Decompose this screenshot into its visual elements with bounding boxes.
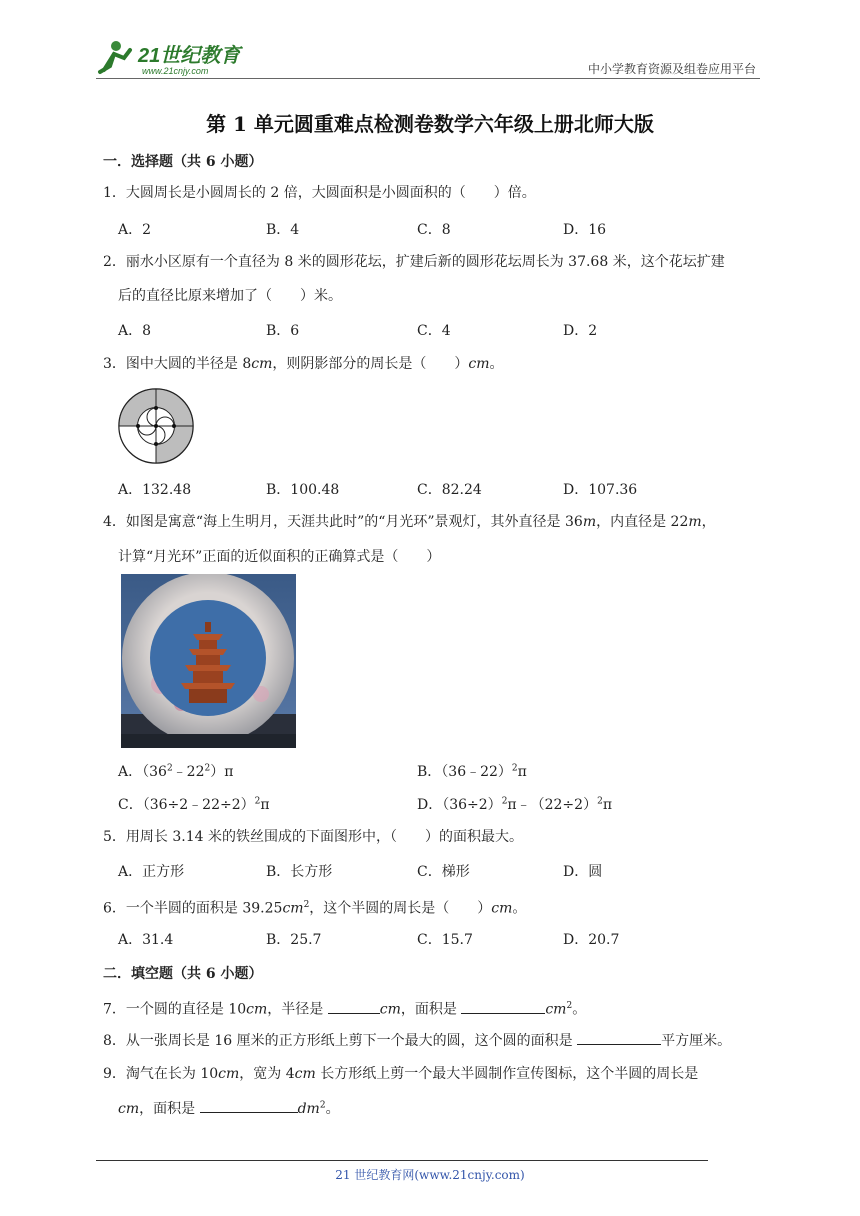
q4-option-c: C．（36÷2﹣22÷2）$^2$π — [118, 796, 270, 813]
q5-option-d: D．圆 — [563, 864, 603, 880]
q4-option-d: D．$(36\div 2)^2\pi﹣(22\div 2)^2\pi$ — [417, 796, 613, 813]
q1-option-d: D．16 — [563, 222, 607, 238]
q1-option-a: A．2 — [118, 222, 152, 238]
question-2-line1: 2．丽水小区原有一个直径为 8 米的圆形花坛，扩建后新的圆形花坛周长为 37.68 米，这个花坛扩建 — [103, 254, 725, 270]
section-title-choice: 一．选择题（共 6 小题） — [103, 154, 263, 170]
header-platform-text: 中小学教育资源及组卷应用平台 — [587, 62, 756, 76]
q6-option-d: D．20.7 — [563, 932, 620, 948]
question-2-line2: 后的直径比原来增加了（ ）米。 — [118, 288, 342, 304]
question-6-text: 6．一个半圆的面积是 $39.25cm^2$，这个半圆的周长是（ ）cm。 — [103, 900, 527, 917]
q6-option-c: C．15.7 — [417, 932, 473, 948]
question-4-line2: 计算“月光环”正面的近似面积的正确算式是（ ） — [118, 549, 441, 565]
section-title-fill: 二．填空题（共 6 小题） — [103, 966, 263, 982]
moon-ring-photo — [121, 574, 296, 748]
question-3-text: 3．图中大圆的半径是 8cm，则阴影部分的周长是（ ）cm。 — [103, 356, 504, 372]
footer-divider — [96, 1160, 708, 1161]
question-9-line1: 9．淘气在长为 10cm，宽为 4cm 长方形纸上剪一个最大半圆制作宣传图标，这个半圆的周长是 — [103, 1066, 699, 1082]
logo-url: www.21cnjy.com — [142, 66, 209, 76]
logo — [96, 36, 256, 80]
q2-option-b: B．6 — [266, 323, 300, 339]
q3-option-d: D．107.36 — [563, 482, 638, 498]
footer-text[interactable]: 21 世纪教育网(www.21cnjy.com) — [335, 1168, 525, 1182]
q7-blank-area[interactable] — [461, 999, 545, 1014]
q5-option-b: B．长方形 — [266, 864, 333, 880]
q4-option-b: B．（36﹣22）$^2$π — [417, 763, 527, 780]
q9-blank-area[interactable] — [200, 1098, 298, 1113]
q6-option-a: A．31.4 — [118, 932, 174, 948]
question-4-line1: 4．如图是寓意“海上生明月，天涯共此时”的“月光环”景观灯，其外直径是 36m，内直径是 22m， — [103, 514, 716, 530]
q4-option-a: A．$(36^2﹣22^2)\pi$ — [118, 763, 234, 780]
question-9-line2: cm，面积是 $dm^2$。 — [118, 1098, 340, 1118]
question-8-text: 8．从一张周长是 16 厘米的正方形纸上剪下一个最大的圆，这个圆的面积是 平方厘米。 — [103, 1030, 731, 1051]
question-7-text: 7．一个圆的直径是 10cm，半径是 cm，面积是 $cm^2$。 — [103, 996, 586, 1020]
q1-option-c: C．8 — [417, 222, 451, 238]
q7-blank-radius[interactable] — [328, 999, 380, 1014]
shaded-circle-diagram — [117, 387, 195, 465]
page-title: 第 1 单元圆重难点检测卷数学六年级上册北师大版 — [206, 112, 654, 136]
q6-option-b: B．25.7 — [266, 932, 322, 948]
q2-option-d: D．2 — [563, 323, 598, 339]
q5-option-a: A．正方形 — [118, 864, 185, 880]
question-5-text: 5．用周长 3.14 米的铁丝围成的下面图形中，（ ）的面积最大。 — [103, 829, 523, 845]
q3-option-b: B．100.48 — [266, 482, 340, 498]
q5-option-c: C．梯形 — [417, 864, 470, 880]
q3-option-a: A．132.48 — [118, 482, 192, 498]
q8-blank-area[interactable] — [577, 1030, 661, 1045]
q2-option-c: C．4 — [417, 323, 451, 339]
header-divider — [96, 78, 760, 79]
q1-option-b: B．4 — [266, 222, 300, 238]
logo-text: 21世纪教育 — [138, 45, 241, 67]
q3-option-c: C．82.24 — [417, 482, 482, 498]
question-1-text: 1．大圆周长是小圆周长的 2 倍，大圆面积是小圆面积的（ ）倍。 — [103, 185, 536, 201]
q2-option-a: A．8 — [118, 323, 152, 339]
